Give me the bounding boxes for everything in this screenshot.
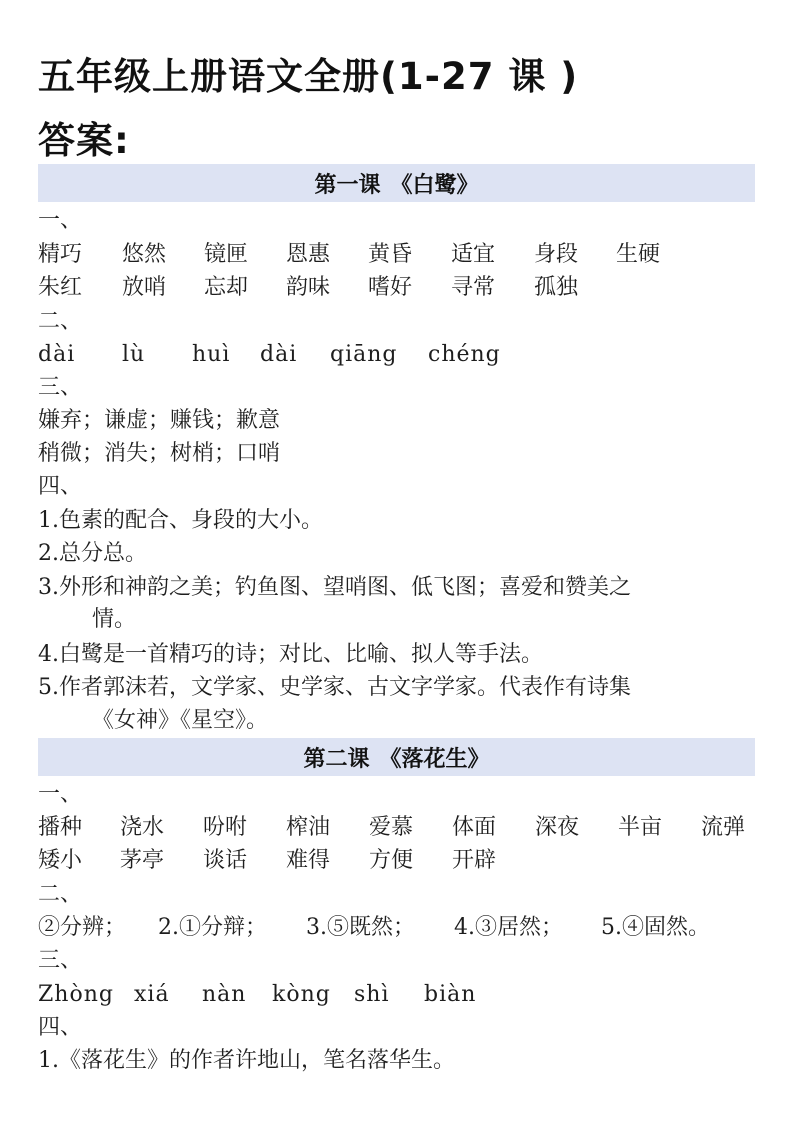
lesson-1-answer-3-1: 嫌弃；谦虚；赚钱；歉意	[38, 408, 281, 433]
word: 身段	[534, 242, 579, 267]
choice: 3.⑤既然；	[306, 915, 415, 940]
lesson-2-header	[38, 738, 755, 776]
word: 韵味	[286, 275, 331, 300]
pinyin: lù	[122, 342, 146, 367]
pinyin: chéng	[428, 342, 501, 367]
word: 谈话	[203, 848, 248, 873]
word: 茅亭	[120, 848, 165, 873]
pinyin: huì	[192, 342, 231, 367]
pinyin: dài	[260, 342, 298, 367]
word: 适宜	[451, 242, 496, 267]
lesson-2-section-3: 三、	[38, 948, 83, 973]
lesson-1-question-5-cont: 《女神》《星空》。	[92, 708, 269, 733]
word: 悠然	[122, 242, 167, 267]
word: 难得	[286, 848, 331, 873]
word: 放哨	[122, 275, 167, 300]
lesson-1-question-5: 5.作者郭沫若，文学家、史学家、古文字学家。代表作有诗集	[38, 675, 631, 700]
word: 矮小	[38, 848, 83, 873]
lesson-2-question-1: 1.《落花生》的作者许地山，笔名落华生。	[38, 1048, 455, 1073]
word: 孤独	[534, 275, 579, 300]
lesson-1-question-3: 3.外形和神韵之美；钓鱼图、望哨图、低飞图；喜爱和赞美之	[38, 575, 631, 600]
lesson-2-section-4: 四、	[38, 1015, 83, 1040]
lesson-2-label: 第二课	[303, 746, 370, 772]
choice: 4.③居然；	[454, 915, 563, 940]
word: 深夜	[535, 815, 580, 840]
pinyin: kòng	[272, 982, 331, 1007]
lesson-1-section-1: 一、	[38, 208, 83, 233]
choice: ②分辨；	[38, 915, 127, 940]
lesson-1-header	[38, 164, 755, 202]
word: 精巧	[38, 242, 83, 267]
pinyin: dài	[38, 342, 76, 367]
lesson-1-section-4: 四、	[38, 474, 83, 499]
word: 播种	[38, 815, 83, 840]
word: 吩咐	[203, 815, 248, 840]
lesson-1-question-2: 2.总分总。	[38, 541, 147, 566]
pinyin: qiāng	[330, 342, 398, 367]
word: 恩惠	[286, 242, 331, 267]
lesson-1-label: 第一课	[314, 172, 381, 198]
word: 嗜好	[368, 275, 413, 300]
pinyin: Zhòng	[38, 982, 114, 1007]
pinyin: xiá	[134, 982, 170, 1007]
word: 镜匣	[204, 242, 249, 267]
word: 忘却	[204, 275, 249, 300]
lesson-1-name: 《白鹭》	[390, 172, 479, 198]
word: 寻常	[451, 275, 496, 300]
word: 榨油	[286, 815, 331, 840]
word: 黄昏	[368, 242, 413, 267]
lesson-1-question-4: 4.白鹭是一首精巧的诗；对比、比喻、拟人等手法。	[38, 642, 543, 667]
word: 流弹	[701, 815, 746, 840]
lesson-1-question-1: 1.色素的配合、身段的大小。	[38, 508, 323, 533]
word: 体面	[452, 815, 497, 840]
choice: 2.①分辩；	[158, 915, 267, 940]
word: 爱慕	[369, 815, 414, 840]
pinyin: shì	[354, 982, 390, 1007]
lesson-1-section-2: 二、	[38, 309, 83, 334]
document-title: 五年级上册语文全册(1-27 课 )	[38, 55, 579, 98]
document-subtitle: 答案:	[38, 119, 130, 162]
pinyin: biàn	[424, 982, 477, 1007]
word: 生硬	[616, 242, 661, 267]
word: 开辟	[452, 848, 497, 873]
word: 半亩	[618, 815, 663, 840]
choice: 5.④固然。	[601, 915, 710, 940]
pinyin: nàn	[202, 982, 247, 1007]
lesson-2-section-1: 一、	[38, 782, 83, 807]
lesson-1-answer-3-2: 稍微；消失；树梢；口哨	[38, 441, 281, 466]
word: 浇水	[120, 815, 165, 840]
lesson-2-name: 《落花生》	[379, 746, 490, 772]
lesson-1-question-3-cont: 情。	[92, 607, 137, 632]
word: 方便	[369, 848, 414, 873]
word: 朱红	[38, 275, 83, 300]
lesson-2-section-2: 二、	[38, 882, 83, 907]
lesson-1-section-3: 三、	[38, 375, 83, 400]
